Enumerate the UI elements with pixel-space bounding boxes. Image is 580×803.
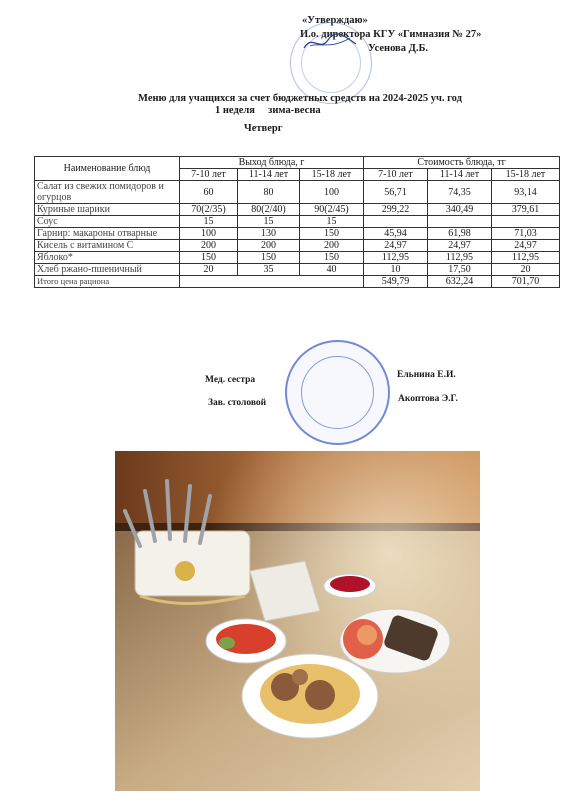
portion-value: 200: [300, 240, 364, 252]
header-age: 15-18 лет: [300, 169, 364, 181]
cost-value: 24,97: [364, 240, 428, 252]
table-row: [35, 252, 560, 264]
total-value: 701,70: [492, 276, 560, 288]
header-age: 7-10 лет: [364, 169, 428, 181]
cost-value: 74,35: [428, 181, 492, 204]
portion-value: 100: [300, 181, 364, 204]
portion-value: 200: [238, 240, 300, 252]
table-row: [35, 240, 560, 252]
cost-value: [492, 216, 560, 228]
dish-name: Гарнир: макароны отварные: [35, 228, 180, 240]
approval-position: И.о. директора КГУ «Гимназия № 27»: [300, 29, 482, 40]
menu-table: [34, 156, 560, 288]
portion-value: 150: [238, 252, 300, 264]
portion-value: 80(2/40): [238, 204, 300, 216]
meal-photo: [115, 451, 480, 791]
cost-value: 56,71: [364, 181, 428, 204]
cost-value: 379,61: [492, 204, 560, 216]
cost-value: [364, 216, 428, 228]
portion-value: 100: [180, 228, 238, 240]
header-age: 11-14 лет: [238, 169, 300, 181]
menu-rows: [35, 181, 560, 276]
cost-value: 340,49: [428, 204, 492, 216]
cost-value: 112,95: [492, 252, 560, 264]
dish-name: Куриные шарики: [35, 204, 180, 216]
portion-value: 15: [180, 216, 238, 228]
cost-value: [428, 216, 492, 228]
portion-value: 35: [238, 264, 300, 276]
portion-value: 150: [180, 252, 238, 264]
round-stamp-bottom: [285, 340, 390, 445]
header-age: 15-18 лет: [492, 169, 560, 181]
cost-value: 112,95: [428, 252, 492, 264]
cost-value: 93,14: [492, 181, 560, 204]
portion-value: 90(2/45): [300, 204, 364, 216]
cost-value: 24,97: [428, 240, 492, 252]
approval-name: Усенова Д.Б.: [368, 43, 429, 54]
portion-value: 80: [238, 181, 300, 204]
canteen-label: Зав. столовой: [208, 398, 267, 408]
cost-value: 299,22: [364, 204, 428, 216]
portion-value: 150: [300, 252, 364, 264]
week-label: 1 неделя зима-весна: [215, 105, 321, 116]
dish-name: Яблоко*: [35, 252, 180, 264]
cost-value: 10: [364, 264, 428, 276]
cost-value: 17,50: [428, 264, 492, 276]
cost-value: 112,95: [364, 252, 428, 264]
day-label: Четверг: [244, 123, 283, 134]
approval-heading: «Утверждаю»: [302, 15, 368, 26]
portion-value: 40: [300, 264, 364, 276]
director-signature: [300, 30, 360, 54]
portion-value: 130: [238, 228, 300, 240]
portion-value: 15: [300, 216, 364, 228]
menu-title: Меню для учащихся за счет бюджетных средств на 2024-2025 уч. год: [138, 93, 462, 104]
total-value: 549,79: [364, 276, 428, 288]
cost-value: 45,94: [364, 228, 428, 240]
portion-value: 20: [180, 264, 238, 276]
total-label: Итого цена рациона: [35, 276, 180, 288]
table-row: [35, 264, 560, 276]
cost-value: 71,03: [492, 228, 560, 240]
table-row: [35, 204, 560, 216]
nurse-name: Ельнина Е.И.: [397, 370, 456, 380]
header-output: Выход блюда, г: [180, 157, 364, 169]
table-row: [35, 228, 560, 240]
header-dish-name: Наименование блюд: [35, 157, 180, 181]
table-row: [35, 216, 560, 228]
cost-value: 24,97: [492, 240, 560, 252]
portion-value: 150: [300, 228, 364, 240]
header-age: 7-10 лет: [180, 169, 238, 181]
portion-value: 15: [238, 216, 300, 228]
header-age: 11-14 лет: [428, 169, 492, 181]
header-cost: Стоимость блюда, тг: [364, 157, 560, 169]
total-value: 632,24: [428, 276, 492, 288]
total-spacer: [180, 276, 364, 288]
cost-value: 20: [492, 264, 560, 276]
portion-value: 200: [180, 240, 238, 252]
portion-value: 70(2/35): [180, 204, 238, 216]
dish-name: Хлеб ржано-пшеничный: [35, 264, 180, 276]
dish-name: Салат из свежих помидоров и огурцов: [35, 181, 180, 204]
nurse-label: Мед. сестра: [205, 375, 256, 385]
dish-name: Кисель с витамином С: [35, 240, 180, 252]
table-row: [35, 181, 560, 204]
portion-value: 60: [180, 181, 238, 204]
dish-name: Соус: [35, 216, 180, 228]
cost-value: 61,98: [428, 228, 492, 240]
canteen-name: Акоптова Э.Г.: [398, 394, 458, 404]
